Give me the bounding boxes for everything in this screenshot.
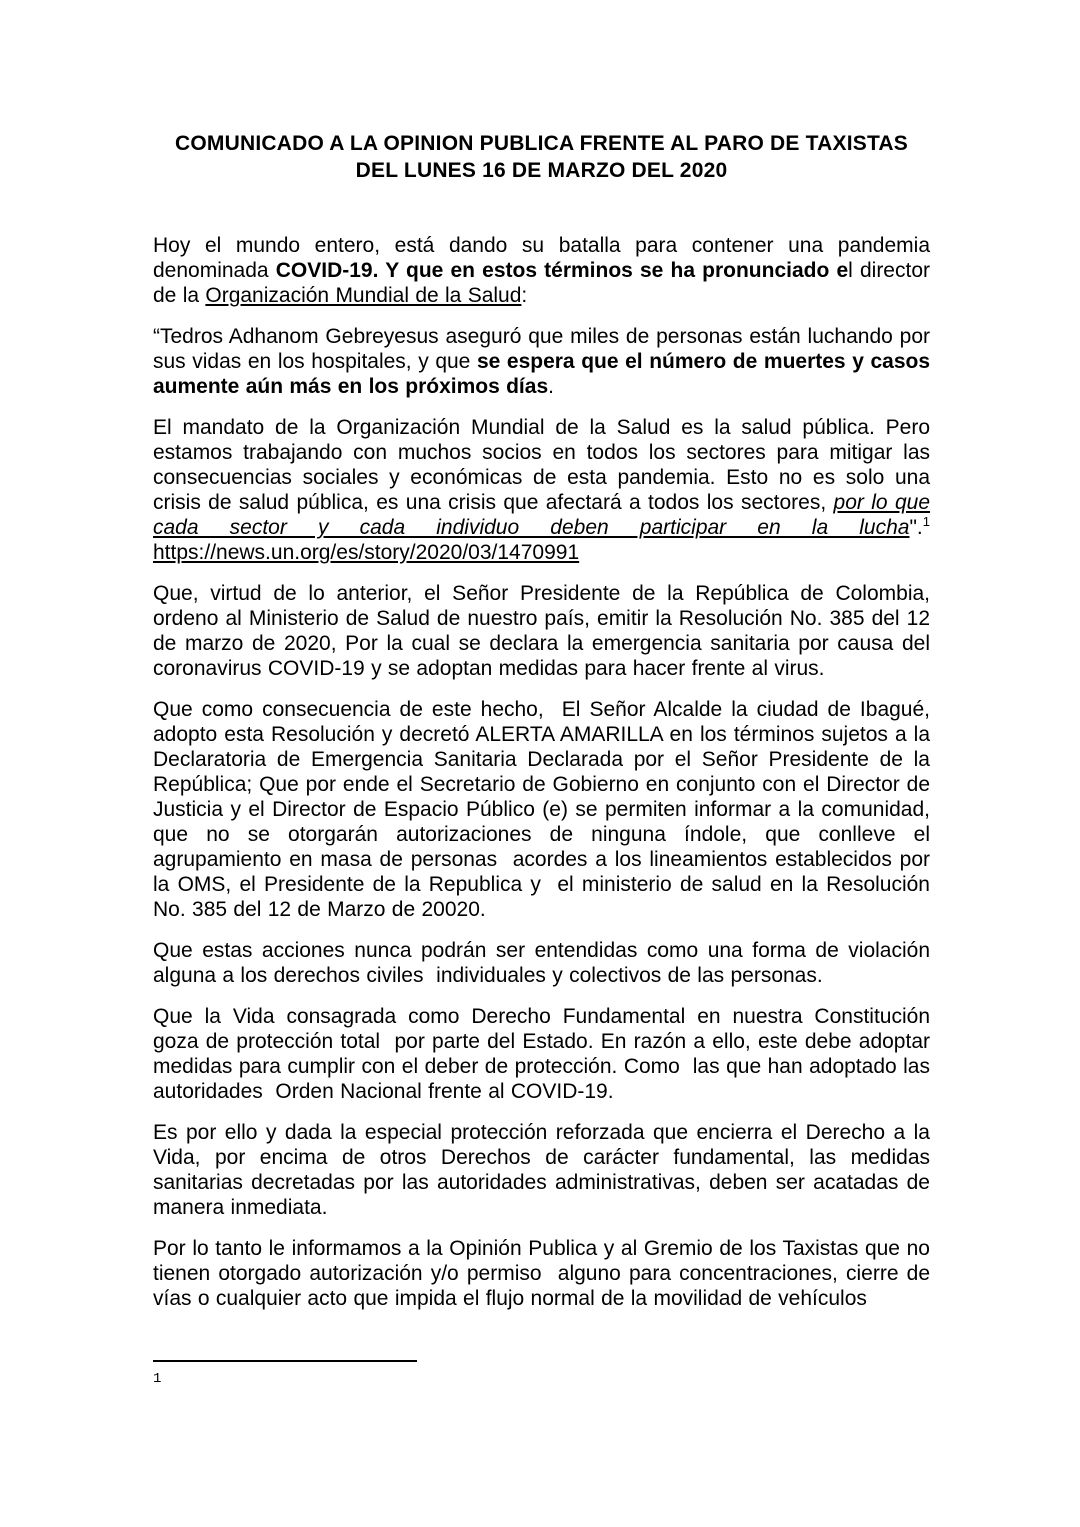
text-segment: ". — [909, 516, 923, 539]
paragraph — [153, 233, 930, 308]
paragraph — [153, 1120, 930, 1220]
footnote-marker: 1 — [153, 1371, 162, 1387]
text-segment: por lo que cada sector y cada individuo deben participar en la lucha — [153, 491, 931, 539]
paragraph — [153, 415, 930, 565]
text-segment: COVID-19. Y que en estos términos se ha pronunciado e — [275, 259, 849, 282]
text-segment: Organización Mundial de la Salud — [205, 284, 522, 307]
text-segment: El mandato de la Organización Mundial de la Salud es la salud pública. Pero estamos trabajando con muchos socios en todos los sectores para mitigar las consecuencias sociales y económicas de esta pandemia. Esto no es solo una crisis de salud pública, es una crisis que afectará a todos los sectores, — [153, 416, 930, 514]
text-segment: Por lo tanto le informamos a la Opinión Publica y al Gremio de los Taxistas que no tienen otorgado autorización y/o permiso alguno para concentraciones, cierre de vías o cualquier acto que impida el flujo normal de la movilidad de vehículos — [153, 1237, 930, 1310]
footnote-separator — [153, 1360, 417, 1362]
text-segment: Que estas acciones nunca podrán ser entendidas como una forma de violación alguna a los derechos civiles individuales y colectivos de las personas. — [153, 939, 930, 987]
document-body — [153, 130, 930, 1327]
footnote-reference: 1 — [922, 514, 930, 529]
paragraph — [153, 1236, 930, 1311]
text-segment: Es por ello y dada la especial protección reforzada que encierra el Derecho a la Vida, por encima de otros Derechos de carácter fundamental, las medidas sanitarias decretadas por las autoridades administrativas, deben ser acatadas de manera inmediata. — [153, 1121, 930, 1219]
source-url: https://news.un.org/es/story/2020/03/1470991 — [153, 541, 580, 564]
paragraph — [153, 581, 930, 681]
text-segment: l director de la — [153, 259, 930, 307]
text-segment: Que la Vida consagrada como Derecho Fundamental en nuestra Constitución goza de protección total por parte del Estado. En razón a ello, este debe adoptar medidas para cumplir con el deber de protección. Como las que han adoptado las autoridades Orden Nacional frente al COVID-19. — [153, 1005, 930, 1103]
document-title — [153, 130, 930, 184]
text-segment: . — [548, 375, 554, 398]
title-line: DEL LUNES 16 DE MARZO DEL 2020 — [355, 159, 728, 182]
paragraph — [153, 697, 930, 922]
text-segment: : — [521, 284, 528, 307]
paragraph — [153, 1004, 930, 1104]
paragraph — [153, 324, 930, 399]
text-segment: Que como consecuencia de este hecho, El Señor Alcalde la ciudad de Ibagué, adopto esta Resolución y decretó ALERTA AMARILLA en los términos sujetos a la Declaratoria de Emergencia Sanitaria Declarada por el Señor Presidente de la República; Que por ende el Secretario de Gobierno en conjunto con el Director de Justicia y el Director de Espacio Público (e) se permiten informar a la comunidad, que no se otorgarán autorizaciones de ninguna índole, que conlleve el agrupamiento en masa de personas acordes a los lineamientos establecidos por la OMS, el Presidente de la Republica y el ministerio de salud en la Resolución No. 385 del 12 de Marzo de 20020. — [153, 698, 930, 921]
text-segment: se espera que el número de muertes y casos aumente aún más en los próximos días — [153, 350, 931, 398]
paragraphs-container — [153, 233, 930, 1311]
footnote-area — [153, 1360, 417, 1386]
text-segment: “Tedros Adhanom Gebreyesus aseguró que miles de personas están luchando por sus vidas en los hospitales, y que — [153, 325, 930, 373]
text-segment: Que, virtud de lo anterior, el Señor Presidente de la República de Colombia, ordeno al Ministerio de Salud de nuestro país, emitir la Resolución No. 385 del 12 de marzo de 2020, Por la cual se declara la emergencia sanitaria por causa del coronavirus COVID-19 y se adoptan medidas para hacer frente al virus. — [153, 582, 930, 680]
text-segment: Hoy el mundo entero, está dando su batalla para contener una pandemia denominada — [153, 234, 930, 282]
title-line: COMUNICADO A LA OPINION PUBLICA FRENTE AL PARO DE TAXISTAS — [175, 132, 908, 155]
paragraph — [153, 938, 930, 988]
